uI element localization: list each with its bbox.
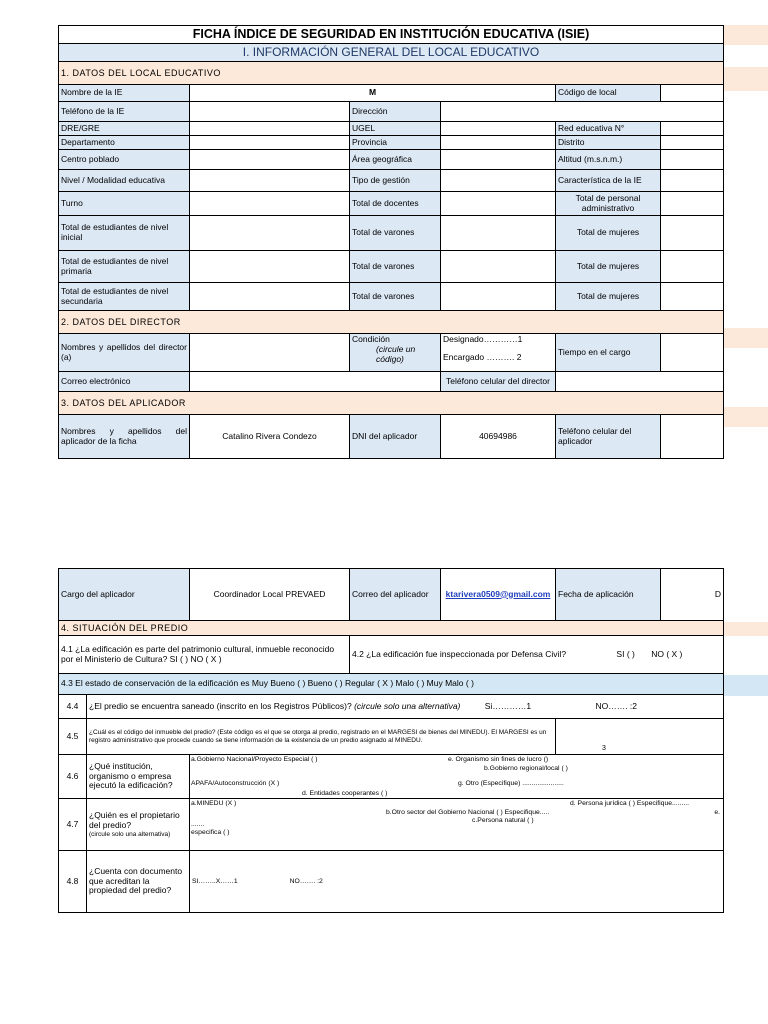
q47-c-option[interactable]: c.Persona natural ( ) bbox=[472, 817, 534, 824]
turno-label: Turno bbox=[59, 192, 190, 216]
right-bleed-peach-3 bbox=[723, 328, 768, 348]
q43-conservacion[interactable]: 4.3 El estado de conservación de la edificación es Muy Bueno ( ) Bueno ( ) Regular ( X ) Malo ( ) Muy Malo ( ) bbox=[59, 674, 724, 695]
right-bleed-peach-5 bbox=[723, 622, 768, 636]
condicion-label: Condición bbox=[352, 334, 390, 344]
altitud-label: Altitud (m.s.n.m.) bbox=[556, 150, 661, 170]
designado-option[interactable]: Designado…………1 bbox=[443, 334, 523, 344]
total-docentes-field[interactable] bbox=[441, 192, 556, 216]
est-primaria-field[interactable] bbox=[190, 251, 350, 283]
q44-row[interactable] bbox=[87, 695, 724, 719]
centro-poblado-label: Centro poblado bbox=[59, 150, 190, 170]
cargo-aplicador-label: Cargo del aplicador bbox=[59, 569, 190, 621]
departamento-label: Departamento bbox=[59, 136, 190, 150]
q48-text: ¿Cuenta con documento que acreditan la propiedad del predio? bbox=[87, 851, 190, 913]
q47-b-option[interactable]: b.Otro sector del Gobierno Nacional ( ) Especifique..... bbox=[386, 809, 550, 816]
est-primaria-label: Total de estudiantes de nivel primaria bbox=[59, 251, 190, 283]
right-bleed-peach-4 bbox=[723, 407, 768, 427]
area-geo-label: Área geográfica bbox=[350, 150, 441, 170]
q46-d-option[interactable]: d. Entidades cooperantes ( ) bbox=[302, 790, 388, 797]
q47-question bbox=[87, 799, 190, 851]
section-3-header: 3. DATOS DEL APLICADOR bbox=[59, 392, 724, 415]
sheet-page-2 bbox=[58, 568, 723, 913]
nombre-ie-field[interactable]: M bbox=[190, 85, 556, 102]
caracteristica-field[interactable] bbox=[661, 170, 724, 192]
dre-label: DRE/GRE bbox=[59, 122, 190, 136]
section-1-header: 1. DATOS DEL LOCAL EDUCATIVO bbox=[59, 62, 724, 85]
primaria-mujeres-field[interactable] bbox=[661, 251, 724, 283]
dni-label: DNI del aplicador bbox=[350, 415, 441, 459]
total-docentes-label: Total de docentes bbox=[350, 192, 441, 216]
direccion-field[interactable] bbox=[441, 102, 724, 122]
q47-dots: ....... bbox=[191, 821, 205, 828]
primaria-mujeres-label: Total de mujeres bbox=[556, 251, 661, 283]
codigo-local-field[interactable] bbox=[661, 85, 724, 102]
secundaria-varones-label: Total de varones bbox=[350, 283, 441, 311]
section-2-header: 2. DATOS DEL DIRECTOR bbox=[59, 311, 724, 334]
est-secundaria-field[interactable] bbox=[190, 283, 350, 311]
encargado-option[interactable]: Encargado ………. 2 bbox=[443, 351, 522, 362]
correo-director-field[interactable] bbox=[190, 372, 441, 392]
condicion-options[interactable] bbox=[441, 334, 556, 372]
area-geo-field[interactable] bbox=[441, 150, 556, 170]
q41-patrimonio[interactable]: 4.1 ¿La edificación es parte del patrimonio cultural, inmueble reconocido por el Ministerio de Cultura? SI ( ) NO ( X ) bbox=[59, 636, 350, 674]
est-inicial-field[interactable] bbox=[190, 216, 350, 251]
q46-apafa-option[interactable]: APAFA/Autoconstrucción (X ) bbox=[191, 780, 280, 787]
q45-field[interactable]: 3 bbox=[556, 719, 724, 755]
telefono-aplicador-label: Teléfono celular del aplicador bbox=[556, 415, 661, 459]
telefono-ie-field[interactable] bbox=[190, 102, 350, 122]
secundaria-mujeres-field[interactable] bbox=[661, 283, 724, 311]
altitud-field[interactable] bbox=[661, 150, 724, 170]
dni-field[interactable]: 40694986 bbox=[441, 415, 556, 459]
q47-e-option[interactable]: e. bbox=[714, 809, 720, 816]
q46-options[interactable] bbox=[190, 755, 724, 799]
total-personal-field[interactable] bbox=[661, 192, 724, 216]
q44-hint: (circule solo una alternativa) bbox=[354, 700, 461, 711]
correo-aplicador-field[interactable] bbox=[441, 569, 556, 621]
red-field[interactable] bbox=[661, 122, 724, 136]
est-inicial-label: Total de estudiantes de nivel inicial bbox=[59, 216, 190, 251]
nivel-field[interactable] bbox=[190, 170, 350, 192]
q48-number: 4.8 bbox=[59, 851, 87, 913]
direccion-label: Dirección bbox=[350, 102, 441, 122]
correo-director-label: Correo electrónico bbox=[59, 372, 190, 392]
q44-number: 4.4 bbox=[59, 695, 87, 719]
q45-number: 4.5 bbox=[59, 719, 87, 755]
q46-g-option[interactable]: g. Otro (Especifique) ...................... bbox=[458, 780, 564, 787]
telefono-ie-label: Teléfono de la IE bbox=[59, 102, 190, 122]
q44-text: ¿El predio se encuentra saneado (inscrito en los Registros Públicos)? bbox=[89, 700, 352, 711]
director-nombres-field[interactable] bbox=[190, 334, 350, 372]
q47-text: ¿Quién es el propietario del predio? bbox=[89, 810, 180, 830]
q48-no-option[interactable]: NO……. :2 bbox=[289, 877, 323, 885]
q47-options[interactable] bbox=[190, 799, 724, 851]
inicial-mujeres-field[interactable] bbox=[661, 216, 724, 251]
fecha-aplicacion-label: Fecha de aplicación bbox=[556, 569, 661, 621]
q46-a-option[interactable]: a.Gobierno Nacional/Proyecto Especial ( ) bbox=[191, 756, 318, 763]
ugel-label: UGEL bbox=[350, 122, 441, 136]
inicial-varones-field[interactable] bbox=[441, 216, 556, 251]
tipo-gestion-field[interactable] bbox=[441, 170, 556, 192]
departamento-field[interactable] bbox=[190, 136, 350, 150]
q46-e-option[interactable]: e. Organismo sin fines de lucro () bbox=[448, 756, 549, 763]
telefono-director-field[interactable] bbox=[556, 372, 724, 392]
aplicador-nombres-label: Nombres y apellidos del aplicador de la ficha bbox=[59, 415, 190, 459]
centro-poblado-field[interactable] bbox=[190, 150, 350, 170]
right-bleed-blue bbox=[723, 675, 768, 696]
section-1-title: I. INFORMACIÓN GENERAL DEL LOCAL EDUCATIVO bbox=[59, 44, 724, 62]
nombre-ie-label: Nombre de la IE bbox=[59, 85, 190, 102]
q46-number: 4.6 bbox=[59, 755, 87, 799]
tipo-gestion-label: Tipo de gestión bbox=[350, 170, 441, 192]
ugel-field[interactable] bbox=[441, 122, 556, 136]
director-nombres-label: Nombres y apellidos del director (a) bbox=[59, 334, 190, 372]
q42-si-option[interactable]: SI ( ) bbox=[616, 648, 635, 659]
fecha-aplicacion-field[interactable]: D bbox=[661, 569, 724, 621]
distrito-label: Distrito bbox=[556, 136, 661, 150]
q46-b-option[interactable]: b.Gobierno regional/local ( ) bbox=[484, 765, 568, 772]
est-secundaria-label: Total de estudiantes de nivel secundaria bbox=[59, 283, 190, 311]
q48-si-option[interactable]: SI……..X……1 bbox=[192, 877, 238, 885]
turno-field[interactable] bbox=[190, 192, 350, 216]
aplicador-nombres-field[interactable]: Catalino Rivera Condezo bbox=[190, 415, 350, 459]
dre-field[interactable] bbox=[190, 122, 350, 136]
form-title: FICHA ÍNDICE DE SEGURIDAD EN INSTITUCIÓN EDUCATIVA (ISIE) bbox=[59, 26, 724, 44]
total-personal-label: Total de personal administrativo bbox=[556, 192, 661, 216]
sheet-page-1 bbox=[58, 25, 723, 459]
tiempo-cargo-label: Tiempo en el cargo bbox=[556, 334, 661, 372]
primaria-varones-label: Total de varones bbox=[350, 251, 441, 283]
inicial-varones-label: Total de varones bbox=[350, 216, 441, 251]
nivel-label: Nivel / Modalidad educativa bbox=[59, 170, 190, 192]
q44-si-option[interactable]: Si…………1 bbox=[484, 700, 532, 711]
correo-aplicador-link[interactable]: ktarivera0509@gmail.com bbox=[445, 588, 551, 599]
telefono-aplicador-field[interactable] bbox=[661, 415, 724, 459]
right-bleed-peach-2 bbox=[723, 67, 768, 91]
q47-d-option[interactable]: d. Persona jurídica ( ) Especifique......... bbox=[570, 800, 689, 807]
red-label: Red educativa N° bbox=[556, 122, 661, 136]
secundaria-mujeres-label: Total de mujeres bbox=[556, 283, 661, 311]
q42-no-option[interactable]: NO ( X ) bbox=[651, 648, 683, 659]
condicion-hint: (circule un código) bbox=[376, 343, 416, 364]
q42-text: 4.2 ¿La edificación fue inspeccionada por Defensa Civil? bbox=[352, 648, 567, 659]
section-4-header: 4. SITUACIÓN DEL PREDIO bbox=[59, 621, 724, 636]
q44-no-option[interactable]: NO……. :2 bbox=[595, 700, 637, 711]
right-bleed-peach-1 bbox=[723, 25, 768, 45]
q46-text: ¿Qué institución, organismo o empresa ejecutó la edificación? bbox=[87, 755, 190, 799]
secundaria-varones-field[interactable] bbox=[441, 283, 556, 311]
tiempo-cargo-field[interactable] bbox=[661, 334, 724, 372]
distrito-field[interactable] bbox=[661, 136, 724, 150]
q45-text: ¿Cuál es el código del inmueble del predio? (Este código es el que se otorga al predio, registrado en el MARGESI de bienes del MINEDU). El MARGESI es un registro administrativo que procede cuando se tiene información de la existencia de un predio asignado al MINEDU. bbox=[87, 719, 556, 755]
q47-number: 4.7 bbox=[59, 799, 87, 851]
inicial-mujeres-label: Total de mujeres bbox=[556, 216, 661, 251]
provincia-label: Provincia bbox=[350, 136, 441, 150]
q47-especifica-option[interactable]: especifica ( ) bbox=[191, 829, 230, 836]
condicion-cell bbox=[350, 334, 441, 372]
correo-aplicador-label: Correo del aplicador bbox=[350, 569, 441, 621]
q47-a-option[interactable]: a.MINEDU (X ) bbox=[191, 800, 237, 807]
primaria-varones-field[interactable] bbox=[441, 251, 556, 283]
q42-defensa-civil[interactable] bbox=[350, 636, 724, 674]
codigo-local-label: Código de local bbox=[556, 85, 661, 102]
telefono-director-label: Teléfono celular del director bbox=[441, 372, 556, 392]
q48-options[interactable] bbox=[190, 851, 724, 913]
q47-hint: (circule solo una alternativa) bbox=[89, 830, 171, 838]
caracteristica-label: Característica de la IE bbox=[556, 170, 661, 192]
cargo-aplicador-field[interactable]: Coordinador Local PREVAED bbox=[190, 569, 350, 621]
provincia-field[interactable] bbox=[441, 136, 556, 150]
